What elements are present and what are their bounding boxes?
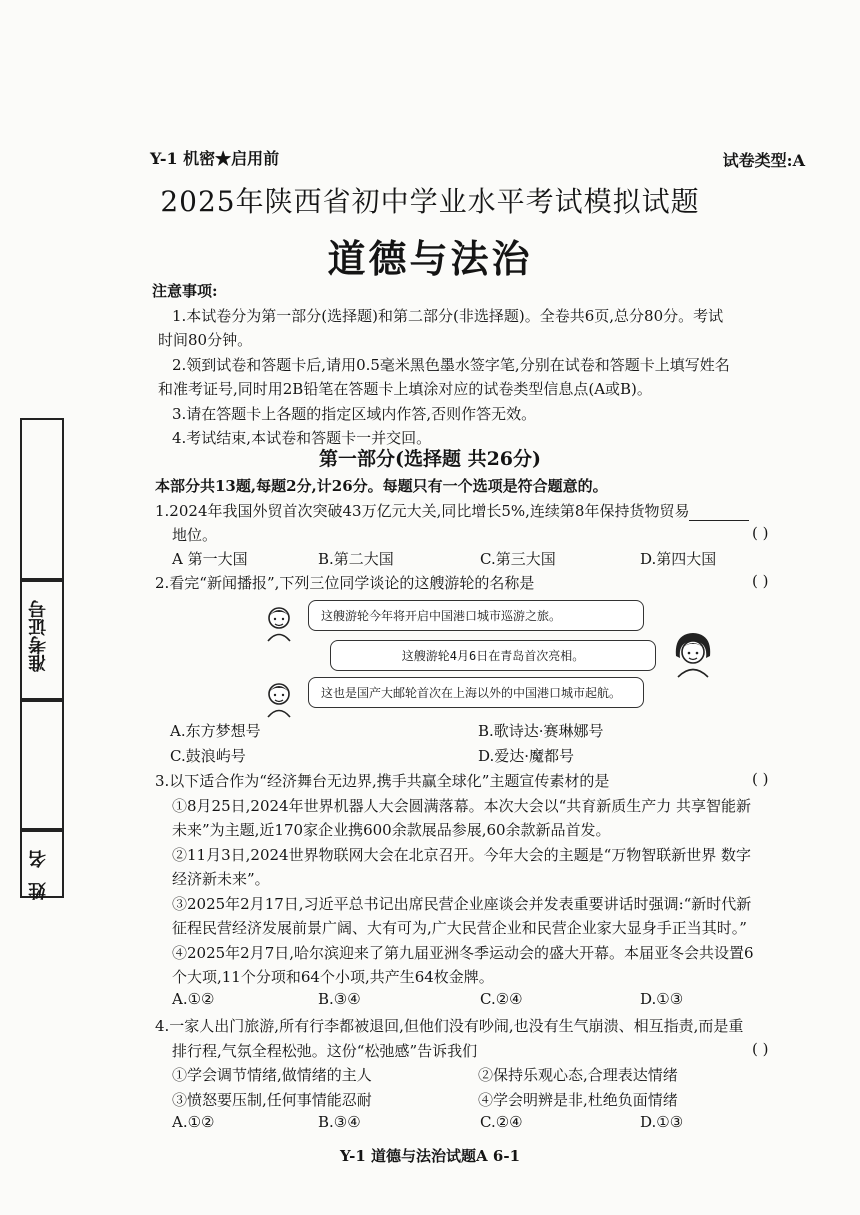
student-boy-2-illustration (262, 680, 296, 718)
note-2b: 和准考证号,同时用2B铅笔在答题卡上填涂对应的试卷类型信息点(A或B)。 (158, 380, 652, 398)
exam-title: 2025年陕西省初中学业水平考试模拟试题 (160, 185, 700, 218)
q1-option-c: C.第三大国 (480, 550, 556, 568)
q2-option-d: D.爱达·魔都号 (478, 747, 575, 765)
q1-option-b: B.第二大国 (318, 550, 394, 568)
name-label: 姓名 (28, 836, 49, 900)
q2-answer-paren: ( ) (752, 572, 769, 590)
q4-option-a: A.①② (172, 1113, 215, 1131)
note-1b: 时间80分钟。 (158, 331, 253, 349)
q3-item-2b: 经济新未来”。 (172, 870, 270, 888)
q3-stem: 3.以下适合作为“经济舞台无边界,携手共赢全球化”主题宣传素材的是 (155, 772, 610, 790)
q3-item-4b: 个大项,11个分项和64个小项,共产生64枚金牌。 (172, 968, 494, 986)
exam-number-label: 准考证号 (28, 600, 49, 672)
q1-stem-text: 1.2024年我国外贸首次突破43万亿元大关,同比增长5%,连续第8年保持货物贸易 (155, 502, 690, 520)
note-2a: 2.领到试卷和答题卡后,请用0.5毫米黑色墨水签字笔,分别在试卷和答题卡上填写姓名 (172, 356, 730, 374)
q3-option-d: D.①③ (640, 990, 684, 1008)
q1-stem (155, 500, 749, 521)
q4-stem: 4.一家人出门旅游,所有行李都被退回,但他们没有吵闹,也没有生气崩溃、相互指责,而是重 (155, 1017, 744, 1035)
q3-item-3b: 征程民营经济发展前景广阔、大有可为,广大民营企业和民营企业家大显身手正当其时。” (172, 919, 747, 937)
q1-option-d: D.第四大国 (640, 550, 717, 568)
q1-blank (689, 506, 749, 521)
q1-stem-cont: 地位。 (172, 526, 218, 544)
part1-title: 第一部分(选择题 共26分) (318, 448, 542, 470)
student-girl-illustration (668, 628, 718, 678)
student-boy-1-illustration (262, 604, 296, 642)
speech-bubble-2: 这艘游轮4月6日在青岛首次亮相。 (330, 640, 656, 671)
confidential-label: Y-1 机密★启用前 (150, 149, 280, 168)
q1-answer-paren: ( ) (752, 524, 769, 542)
speech-bubble-3: 这也是国产大邮轮首次在上海以外的中国港口城市起航。 (308, 677, 644, 708)
q4-option-b: B.③④ (318, 1113, 361, 1131)
q3-item-1b: 未来”为主题,近170家企业携600余款展品参展,60余款新品首发。 (172, 821, 611, 839)
exam-number-box (20, 418, 64, 582)
q3-item-1a: ①8月25日,2024年世界机器人大会圆满落幕。本次大会以“共育新质生产力 共享智能新 (172, 797, 752, 815)
q4-option-c: C.②④ (480, 1113, 523, 1131)
q4-item-2: ②保持乐观心态,合理表达情绪 (478, 1066, 678, 1084)
q1-option-a: A 第一大国 (172, 550, 248, 568)
q4-stem-cont: 排行程,气氛全程松弛。这份“松弛感”告诉我们 (172, 1042, 478, 1060)
notes-heading: 注意事项: (152, 282, 218, 300)
q4-option-d: D.①③ (640, 1113, 684, 1131)
q3-item-3a: ③2025年2月17日,习近平总书记出席民营企业座谈会并发表重要讲话时强调:“新时代新 (172, 895, 752, 913)
part1-intro: 本部分共13题,每题2分,计26分。每题只有一个选项是符合题意的。 (155, 477, 608, 495)
page-footer: Y-1 道德与法治试题A 6-1 (339, 1147, 521, 1165)
q2-stem: 2.看完“新闻播报”,下列三位同学谈论的这艘游轮的名称是 (155, 574, 535, 592)
paper-type: 试卷类型:A (722, 151, 805, 170)
q2-option-a: A.东方梦想号 (170, 722, 261, 740)
q3-item-2a: ②11月3日,2024世界物联网大会在北京召开。今年大会的主题是“万物智联新世界 数字 (172, 846, 752, 864)
q3-item-4a: ④2025年2月7日,哈尔滨迎来了第九届亚洲冬季运动会的盛大开幕。本届亚冬会共设置6 (172, 944, 754, 962)
q3-option-c: C.②④ (480, 990, 523, 1008)
q4-answer-paren: ( ) (752, 1040, 769, 1058)
q2-option-b: B.歌诗达·赛琳娜号 (478, 722, 604, 740)
speech-bubble-1: 这艘游轮今年将开启中国港口城市巡游之旅。 (308, 600, 644, 631)
note-4: 4.考试结束,本试卷和答题卡一并交回。 (172, 429, 432, 447)
subject-title: 道德与法治 (327, 237, 533, 281)
note-1a: 1.本试卷分为第一部分(选择题)和第二部分(非选择题)。全卷共6页,总分80分。考试 (172, 307, 724, 325)
q2-option-c: C.鼓浪屿号 (170, 747, 246, 765)
q3-answer-paren: ( ) (752, 770, 769, 788)
note-3: 3.请在答题卡上各题的指定区域内作答,否则作答无效。 (172, 405, 537, 423)
q4-item-3: ③愤怒要压制,任何事情能忍耐 (172, 1091, 372, 1109)
name-box (20, 698, 64, 832)
q3-option-b: B.③④ (318, 990, 361, 1008)
q3-option-a: A.①② (172, 990, 215, 1008)
q4-item-1: ①学会调节情绪,做情绪的主人 (172, 1066, 372, 1084)
q4-item-4: ④学会明辨是非,杜绝负面情绪 (478, 1091, 678, 1109)
